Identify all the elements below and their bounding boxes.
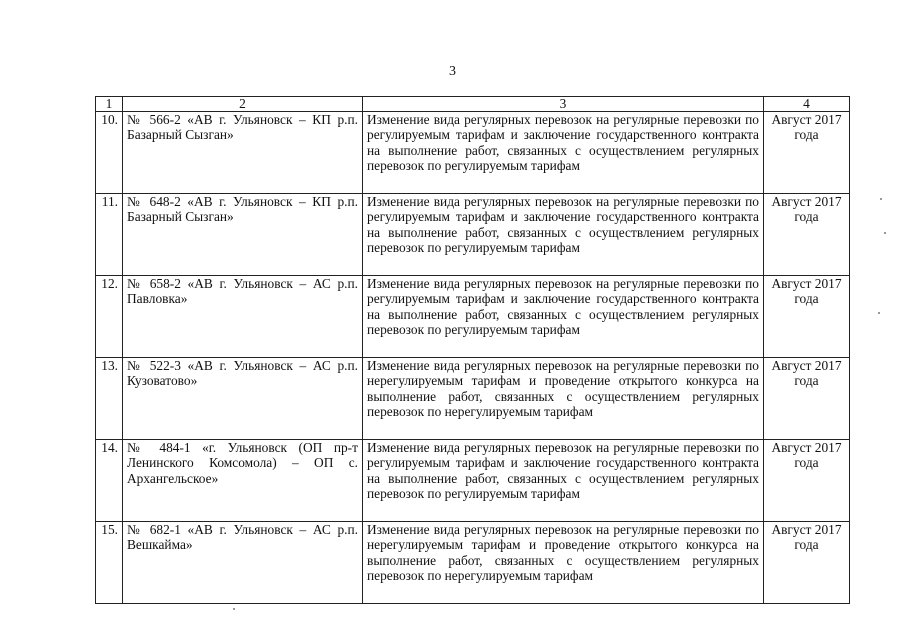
- deadline-date: Август 2017 года: [764, 112, 850, 194]
- row-number: 14.: [96, 440, 123, 522]
- table-row: [96, 440, 850, 522]
- change-description: Изменение вида регулярных перевозок на регулярные перевозки по нерегулируемым тарифам и проведение открытого конкурса на выполнение работ, связанных с осуществлением регулярных перевозок по нерегулируемым тарифам: [363, 358, 764, 440]
- deadline-date: Август 2017 года: [764, 194, 850, 276]
- table-row: [96, 522, 850, 604]
- scan-speck: [233, 608, 235, 610]
- route-name: № 566-2 «АВ г. Ульяновск – КП р.п. Базарный Сызган»: [123, 112, 363, 194]
- deadline-date: Август 2017 года: [764, 522, 850, 604]
- table-row: [96, 358, 850, 440]
- deadline-date: Август 2017 года: [764, 440, 850, 522]
- header-cell-2: 2: [123, 97, 363, 112]
- change-description: Изменение вида регулярных перевозок на регулярные перевозки по регулируемым тарифам и заключение государственного контракта на выполнение работ, связанных с осуществлением регулярных перевозок по регулируемым тарифам: [363, 194, 764, 276]
- row-number: 13.: [96, 358, 123, 440]
- row-number: 15.: [96, 522, 123, 604]
- header-cell-4: 4: [764, 97, 850, 112]
- change-description: Изменение вида регулярных перевозок на регулярные перевозки по регулируемым тарифам и заключение государственного контракта на выполнение работ, связанных с осуществлением регулярных перевозок по регулируемым тарифам: [363, 112, 764, 194]
- table-row: [96, 112, 850, 194]
- route-name: № 658-2 «АВ г. Ульяновск – АС р.п. Павловка»: [123, 276, 363, 358]
- table-row: [96, 194, 850, 276]
- page-number: 3: [449, 64, 456, 79]
- table-row: [96, 276, 850, 358]
- scan-speck: [880, 198, 882, 200]
- row-number: 10.: [96, 112, 123, 194]
- route-name: № 648-2 «АВ г. Ульяновск – КП р.п. Базарный Сызган»: [123, 194, 363, 276]
- change-description: Изменение вида регулярных перевозок на регулярные перевозки по регулируемым тарифам и заключение государственного контракта на выполнение работ, связанных с осуществлением регулярных перевозок по регулируемым тарифам: [363, 440, 764, 522]
- row-number: 11.: [96, 194, 123, 276]
- header-cell-3: 3: [363, 97, 764, 112]
- route-name: № 484-1 «г. Ульяновск (ОП пр-т Ленинского Комсомола) – ОП с. Архангельское»: [123, 440, 363, 522]
- route-name: № 682-1 «АВ г. Ульяновск – АС р.п. Вешкайма»: [123, 522, 363, 604]
- table-header-row: [96, 97, 850, 112]
- scan-speck: [878, 312, 880, 314]
- change-description: Изменение вида регулярных перевозок на регулярные перевозки по регулируемым тарифам и заключение государственного контракта на выполнение работ, связанных с осуществлением регулярных перевозок по регулируемым тарифам: [363, 276, 764, 358]
- deadline-date: Август 2017 года: [764, 276, 850, 358]
- routes-table: [95, 96, 850, 604]
- change-description: Изменение вида регулярных перевозок на регулярные перевозки по нерегулируемым тарифам и проведение открытого конкурса на выполнение работ, связанных с осуществлением регулярных перевозок по нерегулируемым тарифам: [363, 522, 764, 604]
- deadline-date: Август 2017 года: [764, 358, 850, 440]
- row-number: 12.: [96, 276, 123, 358]
- scan-speck: [884, 232, 886, 234]
- header-cell-1: 1: [96, 97, 123, 112]
- route-name: № 522-3 «АВ г. Ульяновск – АС р.п. Кузоватово»: [123, 358, 363, 440]
